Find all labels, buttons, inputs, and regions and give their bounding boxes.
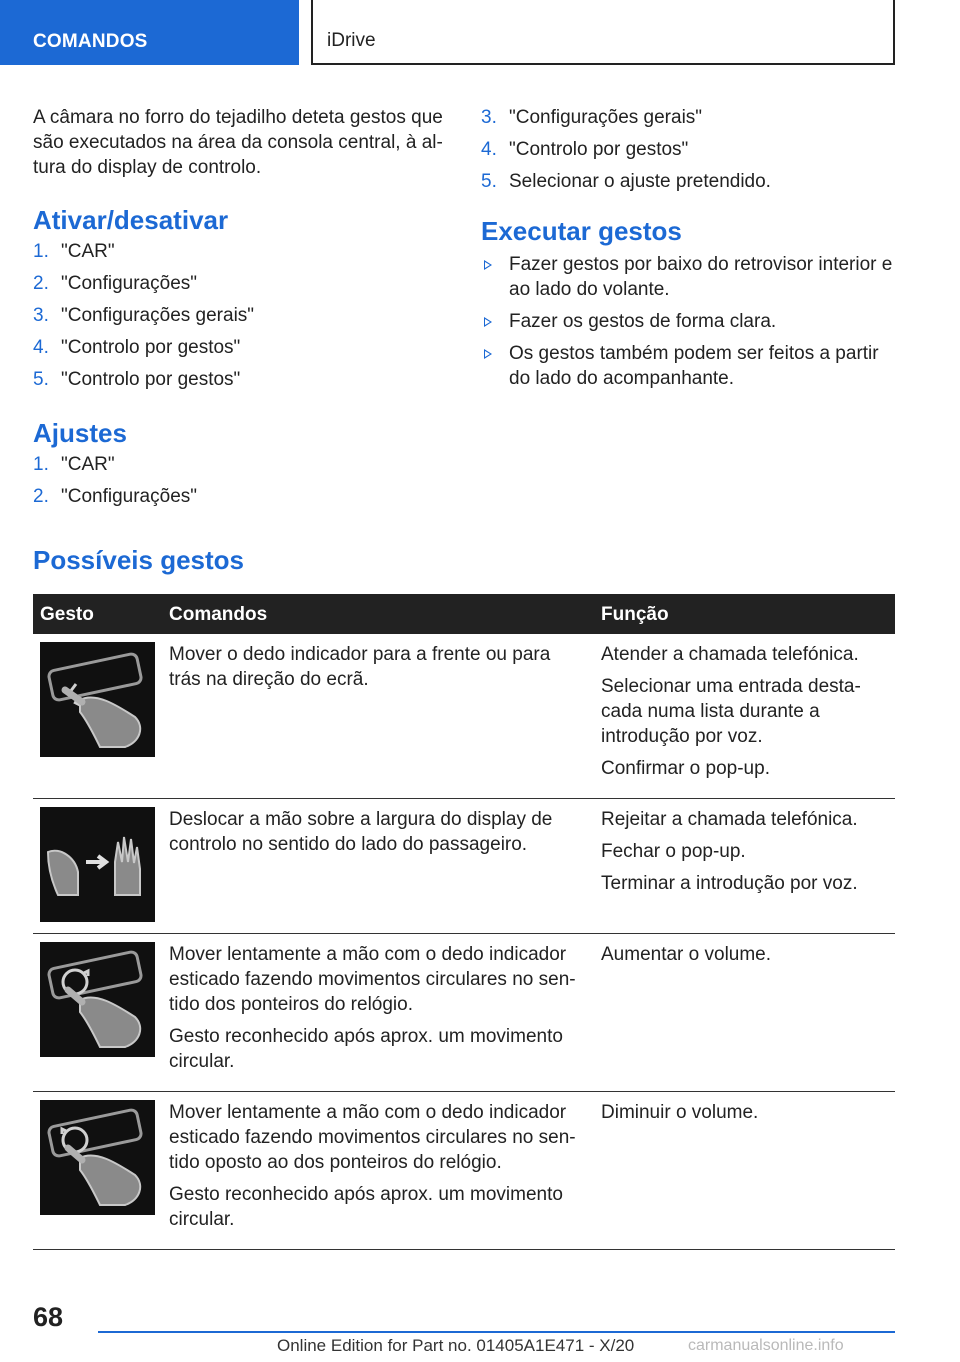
command-text: Mover o dedo indicador para a frente ou para trás na direção do ecrã. xyxy=(169,644,551,690)
execute-bullets xyxy=(481,252,897,391)
function-text: Aumentar o volume. xyxy=(601,944,772,965)
list-item xyxy=(481,169,897,194)
heading-activate: Ativar/desativar xyxy=(33,205,229,235)
function-text: Atender a chamada telefónica. xyxy=(601,644,859,665)
list-item xyxy=(481,341,897,391)
bullet-triangle-icon xyxy=(484,317,492,327)
function-text: Confirmar o pop-up. xyxy=(601,758,770,779)
step-text: "Configurações gerais" xyxy=(61,305,255,326)
step-text: "Controlo por gestos" xyxy=(61,337,241,358)
list-item xyxy=(481,137,897,162)
function-text: Diminuir o volume. xyxy=(601,1102,759,1123)
command-text: Gesto reconhecido após aprox. um movimento circular. xyxy=(169,1026,563,1072)
command-text: Gesto reconhecido após aprox. um movimento circular. xyxy=(169,1184,563,1230)
footer-divider xyxy=(98,1331,895,1333)
step-text: "Controlo por gestos" xyxy=(509,139,689,160)
step-number: 1. xyxy=(33,454,49,475)
function-text: Terminar a introdução por voz. xyxy=(601,873,858,894)
gesture-cell xyxy=(33,799,162,934)
column-header-commands: Comandos xyxy=(162,594,594,634)
column-header-gesture: Gesto xyxy=(33,594,162,634)
step-text: "CAR" xyxy=(61,454,115,475)
settings-steps xyxy=(33,452,451,509)
table-row xyxy=(33,634,895,799)
step-text: "Controlo por gestos" xyxy=(61,369,241,390)
step-number: 2. xyxy=(33,273,49,294)
bullet-text: Os gestos também podem ser feitos a partir do lado do acompanhante. xyxy=(509,343,879,389)
bullet-triangle-icon xyxy=(484,260,492,270)
command-text: Mover lentamente a mão com o dedo indicador esticado fazendo movimentos circulares no sentido oposto ao dos ponteiros do relógio. xyxy=(169,1102,576,1173)
commands-cell xyxy=(162,634,594,799)
step-number: 4. xyxy=(481,139,497,160)
bullet-triangle-icon xyxy=(484,349,492,359)
page-number: 68 xyxy=(33,1302,64,1332)
step-text: "Configurações" xyxy=(61,273,198,294)
table-row xyxy=(33,799,895,934)
chapter-title: iDrive xyxy=(327,30,376,51)
commands-cell xyxy=(162,1092,594,1250)
step-text: "Configurações gerais" xyxy=(509,107,703,128)
hand-swipe-icon xyxy=(40,807,155,922)
command-text: Deslocar a mão sobre a largura do display de controlo no sentido do lado do passageiro. xyxy=(169,809,553,855)
table-row xyxy=(33,934,895,1092)
step-number: 3. xyxy=(33,305,49,326)
gesture-cell xyxy=(33,934,162,1092)
step-number: 5. xyxy=(481,171,497,192)
heading-execute: Executar gestos xyxy=(481,216,682,246)
header-chapter xyxy=(311,0,895,65)
function-cell xyxy=(594,934,895,1092)
step-number: 5. xyxy=(33,369,49,390)
section-title: COMANDOS xyxy=(33,31,148,52)
function-text: Rejeitar a chamada telefónica. xyxy=(601,809,858,830)
list-item xyxy=(33,239,451,264)
right-column xyxy=(481,105,897,398)
gesture-cell xyxy=(33,634,162,799)
gestures-table xyxy=(33,594,895,1250)
rotate-clockwise-icon xyxy=(40,942,155,1057)
list-item xyxy=(33,271,451,296)
left-column xyxy=(33,105,451,516)
list-item xyxy=(33,303,451,328)
bullet-text: Fazer gestos por baixo do retrovisor interior e ao lado do volante. xyxy=(509,254,893,300)
intro-paragraph: A câmara no forro do tejadilho deteta gestos que são executados na área da consola central, à altura do display de controlo. xyxy=(33,107,443,178)
step-text: "CAR" xyxy=(61,241,115,262)
function-cell xyxy=(594,1092,895,1250)
function-text: Selecionar uma entrada destacada numa lista durante a introdução por voz. xyxy=(601,676,861,747)
function-cell xyxy=(594,634,895,799)
column-header-function: Função xyxy=(594,594,895,634)
list-item xyxy=(33,335,451,360)
function-cell xyxy=(594,799,895,934)
finger-point-icon xyxy=(40,642,155,757)
bullet-text: Fazer os gestos de forma clara. xyxy=(509,311,777,332)
step-number: 2. xyxy=(33,486,49,507)
list-item xyxy=(481,309,897,334)
step-number: 3. xyxy=(481,107,497,128)
table-header-row xyxy=(33,594,895,634)
list-item xyxy=(33,452,451,477)
commands-cell xyxy=(162,799,594,934)
function-text: Fechar o pop-up. xyxy=(601,841,746,862)
rotate-counterclockwise-icon xyxy=(40,1100,155,1215)
step-text: Selecionar o ajuste pretendido. xyxy=(509,171,771,192)
gesture-cell xyxy=(33,1092,162,1250)
list-item xyxy=(33,484,451,509)
watermark: carmanualsonline.info xyxy=(688,1337,844,1354)
command-text: Mover lentamente a mão com o dedo indicador esticado fazendo movimentos circulares no sentido dos ponteiros do relógio. xyxy=(169,944,576,1015)
heading-gestures: Possíveis gestos xyxy=(33,545,244,575)
step-number: 1. xyxy=(33,241,49,262)
table-row xyxy=(33,1092,895,1250)
heading-settings: Ajustes xyxy=(33,418,127,448)
list-item xyxy=(481,105,897,130)
step-text: "Configurações" xyxy=(61,486,198,507)
list-item xyxy=(481,252,897,302)
activate-steps xyxy=(33,239,451,392)
list-item xyxy=(33,367,451,392)
commands-cell xyxy=(162,934,594,1092)
step-number: 4. xyxy=(33,337,49,358)
continued-steps xyxy=(481,105,897,194)
footer-edition: Online Edition for Part no. 01405A1E471 - X/20 xyxy=(277,1336,635,1355)
header-section xyxy=(0,0,299,65)
